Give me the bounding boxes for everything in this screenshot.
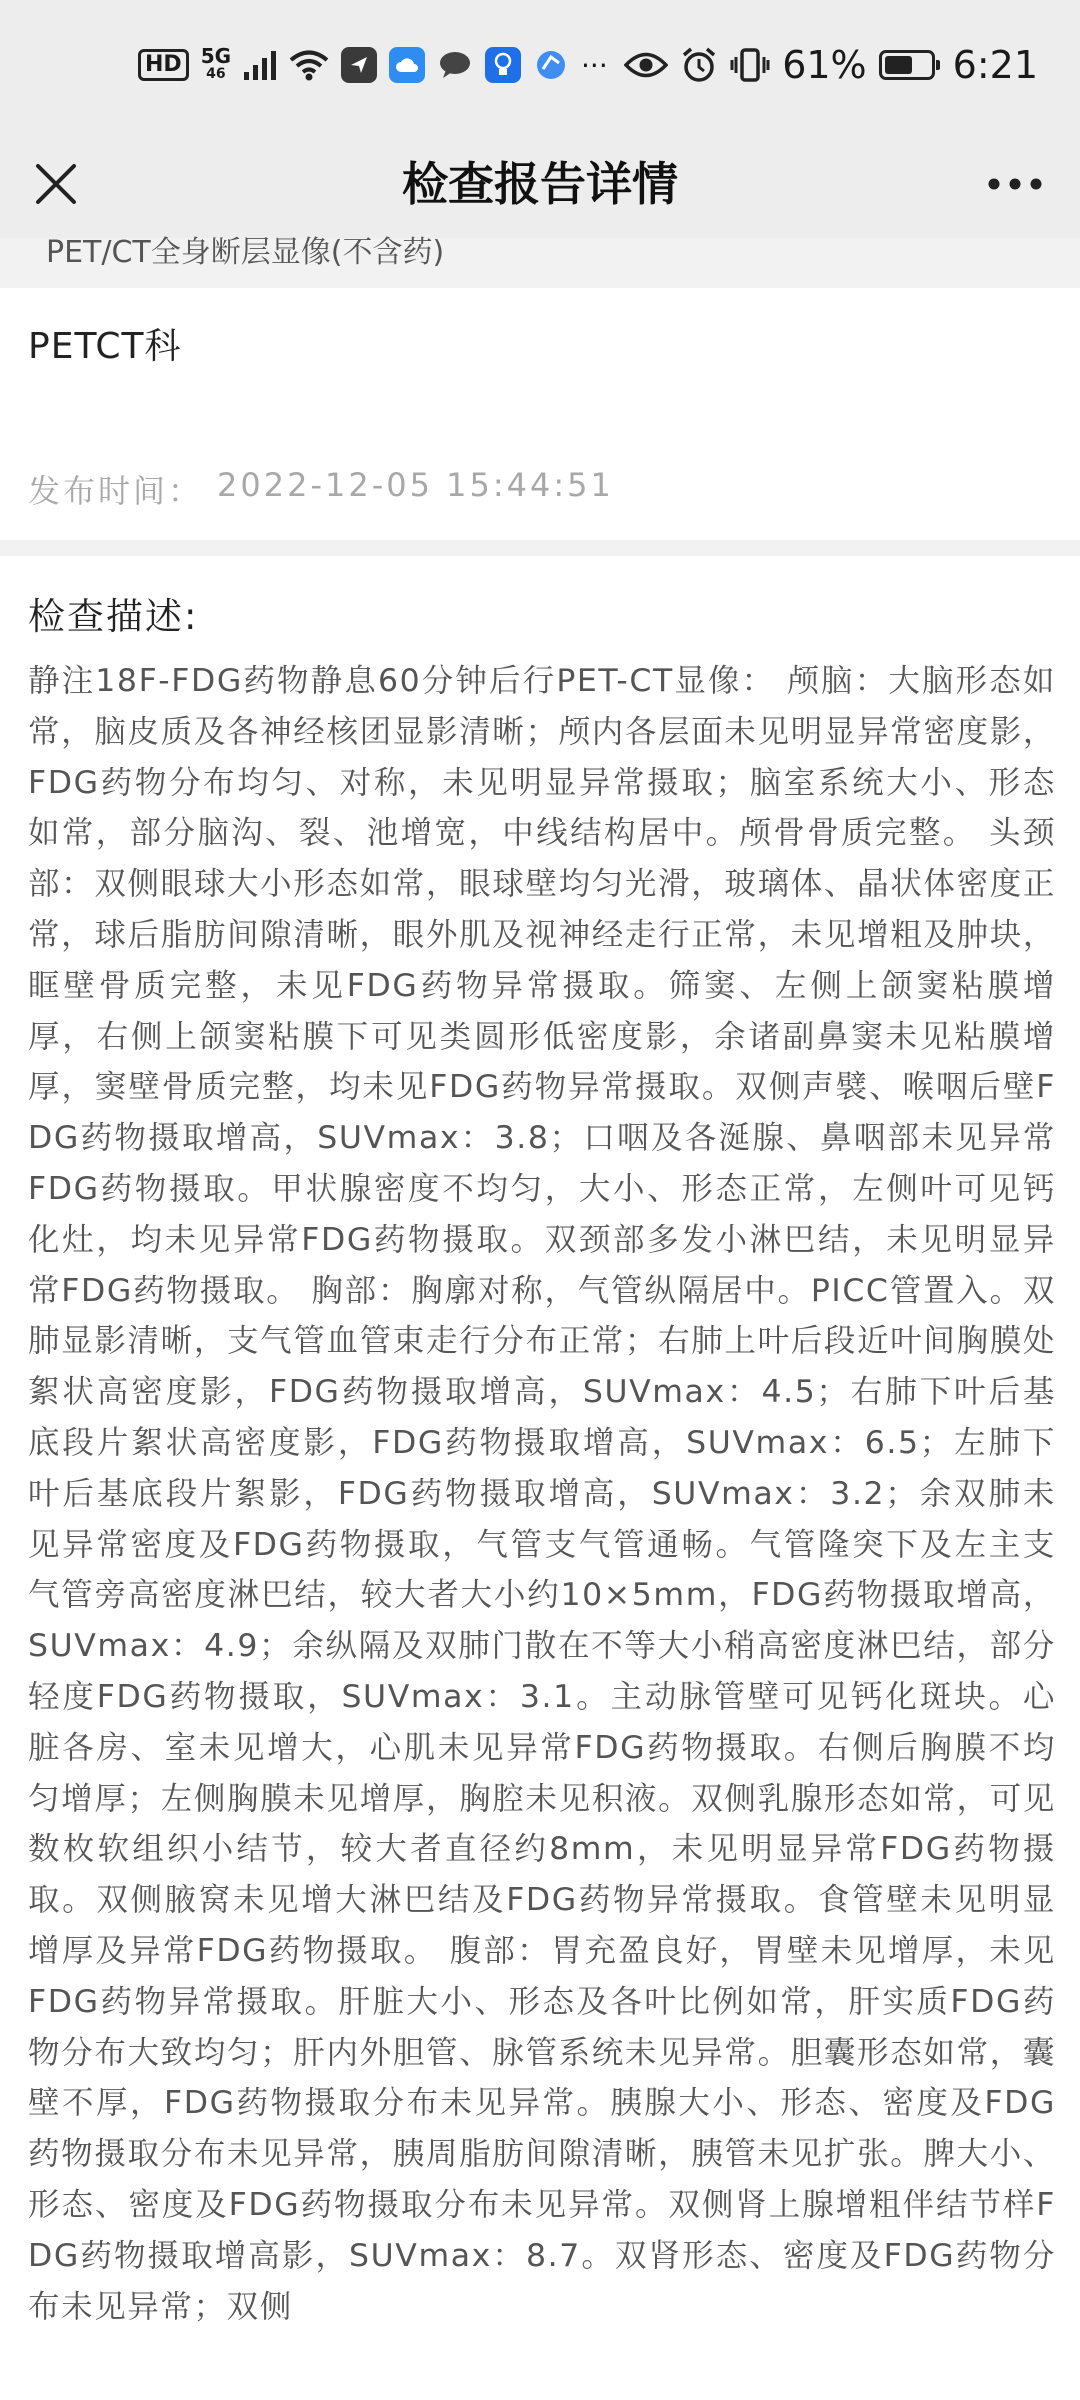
wifi-icon [289, 49, 329, 81]
vibrate-icon [730, 47, 770, 83]
status-left-group [138, 44, 608, 83]
cell-signal-icon [243, 50, 277, 80]
close-icon [34, 162, 78, 206]
exam-name [0, 235, 1080, 288]
status-bar [0, 0, 1080, 130]
close-button[interactable] [22, 150, 90, 218]
section-divider [0, 540, 1080, 556]
description-text: 静注18F-FDG药物静息60分钟后行PET-CT显像： 颅脑：大脑形态如常，脑皮质及各神经核团显影清晰；颅内各层面未见明显异常密度影，FDG药物分布均匀、对称，未见明显异常摄取；脑室系统大小、形态如常，部分脑沟、裂、池增宽，中线结构居中。颅骨骨质完整。 头颈部：双侧眼球大小形态如常，眼球壁均匀光滑，玻璃体、晶状体密度正常，球后脂肪间隙清晰，眼外肌及视神经走行正常，未见增粗及肿块，眶壁骨质完整，未见FDG药物异常摄取。筛窦、左侧上颌窦粘膜增厚，右侧上颌窦粘膜下可见类圆形低密度影，余诸副鼻窦未见粘膜增厚，窦壁骨质完整，均未见FDG药物异常摄取。双侧声襞、喉咽后壁FDG药物摄取增高，SUVmax：3.8；口咽及各涎腺、鼻咽部未见异常FDG药物摄取。甲状腺密度不均匀，大小、形态正常，左侧叶可见钙化灶，均未见异常FDG药物摄取。双颈部多发小淋巴结，未见明显异常FDG药物摄取。 胸部：胸廓对称，气管纵隔居中。PICC管置入。双肺显影清晰，支气管血管束走行分布正常；右肺上叶后段近叶间胸膜处絮状高密度影，FDG药物摄取增高，SUVmax：4.5；右肺下叶后基底段片絮状高密度影，FDG药物摄取增高，SUVmax：6.5；左肺下叶后基底段片絮影，FDG药物摄取增高，SUVmax：3.2；余双肺未见异常密度及FDG药物摄取，气管支气管通畅。气管隆突下及左主支气管旁高密度淋巴结，较大者大小约10×5mm，FDG药物摄取增高，SUVmax：4.9；余纵隔及双肺门散在不等大小稍高密度淋巴结，部分轻度FDG药物摄取，SUVmax：3.1。主动脉管壁可见钙化斑块。心脏各房、室未见增大，心肌未见异常FDG药物摄取。右侧后胸膜不均匀增厚；左侧胸膜未见增厚，胸腔未见积液。双侧乳腺形态如常，可见数枚软组织小结节，较大者直径约8mm，未见明显异常FDG药物摄取。双侧腋窝未见增大淋巴结及FDG药物异常摄取。食管壁未见明显增厚及异常FDG药物摄取。 腹部：胃充盈良好，胃壁未见增厚，未见FDG药物异常摄取。肝脏大小、形态及各叶比例如常，肝实质FDG药物分布大致均匀；肝内外胆管、脉管系统未见异常。胆囊形态如常，囊壁不厚，FDG药物摄取分布未见异常。胰腺大小、形态、密度及FDG药物摄取分布未见异常，胰周脂肪间隙清晰，胰管未见扩张。脾大小、形态、密度及FDG药物摄取分布未见异常。双侧肾上腺增粗伴结节样FDG药物摄取增高影，SUVmax：8.7。双肾形态、密度及FDG药物分布未见异常；双侧 [28, 663, 1056, 2325]
battery-icon [879, 50, 935, 80]
exam-name-text: PET/CT全身断层显像(不含药) [46, 235, 445, 270]
status-right-group [624, 43, 1038, 87]
publish-time-label: 发布时间： [28, 472, 204, 510]
report-info-card [0, 288, 1080, 540]
clock: 6:21 [952, 43, 1038, 87]
eye-icon [624, 50, 668, 80]
alarm-icon [680, 46, 718, 84]
lightbulb-app-icon [485, 47, 521, 83]
more-options-button[interactable] [976, 150, 1054, 218]
description-heading: 检查描述: [28, 595, 199, 638]
browser-app-icon [533, 47, 569, 83]
page-title: 检查报告详情 [402, 157, 678, 211]
battery-percent: 61% [782, 43, 867, 87]
network-type-label: 5G [200, 44, 232, 68]
cloud-app-icon [389, 47, 425, 83]
network-type-icon [200, 44, 232, 83]
network-sub-label: 46 [206, 66, 226, 82]
hd-icon: HD [138, 49, 189, 81]
send-app-icon [341, 47, 377, 83]
department-name: PETCT科 [28, 326, 182, 367]
more-notifications-icon: ··· [581, 48, 608, 82]
nav-header [0, 130, 1080, 238]
more-dots-icon [987, 177, 1043, 191]
publish-time-value: 2022-12-05 15:44:51 [217, 466, 614, 504]
chat-bubble-icon [437, 47, 473, 83]
publish-time-row [28, 466, 614, 512]
description-section [0, 556, 1080, 2400]
battery-fill [885, 56, 912, 74]
